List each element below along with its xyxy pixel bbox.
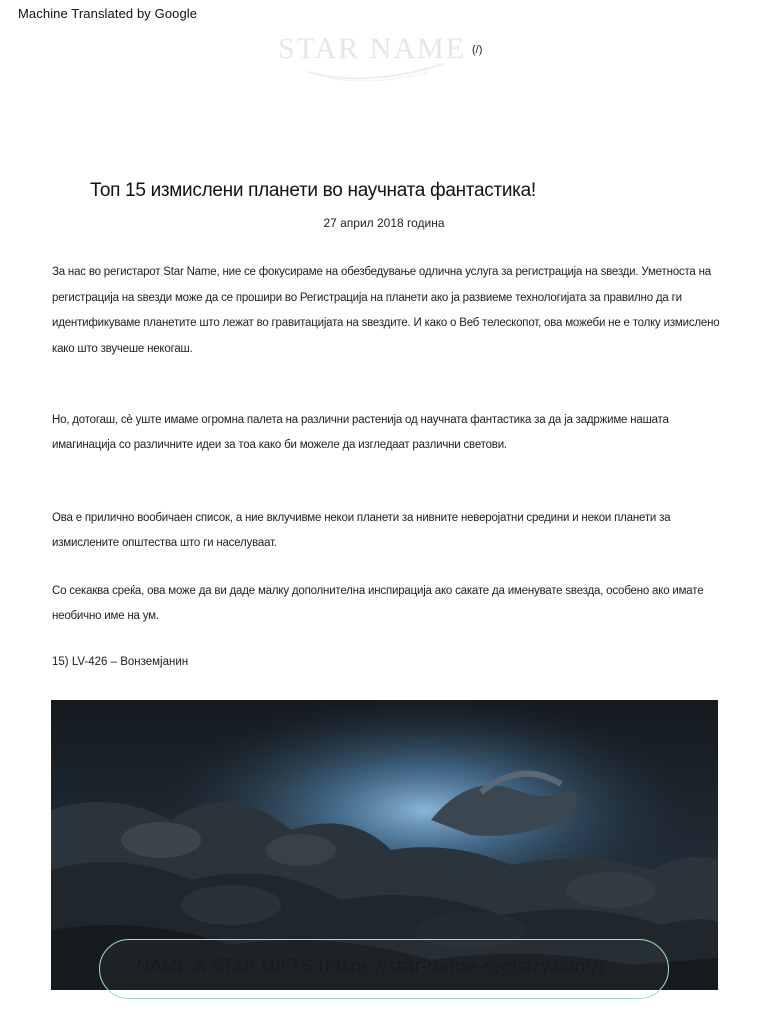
home-link[interactable]: (/) <box>472 44 483 56</box>
logo-text: STAR NAME <box>278 32 467 65</box>
machine-translated-banner: Machine Translated by Google <box>18 6 198 21</box>
article-paragraph: За нас во регистарот Star Name, ние се фокусираме на обезбедување одлична услуга за регистрација на ѕвезди. Уметноста на регистрација на ѕвезди може да се прошири во Регистрација на планети ако ја развиеме технологијата за правилно да ги идентификуваме планетите што лежат во гравитацијата на ѕвездите. И како о Веб телескопот, ова можеби не е толку измислено како што звучеше некогаш. <box>52 266 720 355</box>
section-heading: 15) LV-426 – Вонземјанин <box>52 656 189 668</box>
article-paragraph: Но, дотогаш, сè уште имаме огромна палета на различни растенија од научната фантастика за да ја задржиме нашата имагинација со различните идеи за тоа како би можеле да изгледаат различни светови. <box>52 414 669 451</box>
article-title: Топ 15 измислени планети во научната фантастика! <box>90 180 536 201</box>
site-logo[interactable] <box>268 28 468 88</box>
name-a-star-gifts-button[interactable] <box>99 939 669 999</box>
article-paragraph: Ова е прилично вообичаен список, а ние вклучивме некои планети за нивните неверојатни средини и некои планети за измислените општества што ги населуваат. <box>52 512 671 549</box>
article-paragraph: Со секаква среќа, ова може да ви даде малку дополнителна инспирација ако сакате да именувате ѕвезда, особено ако имате необично име на ум. <box>52 585 704 622</box>
article-date: 27 април 2018 година <box>323 216 445 230</box>
gift-button-label: NAME A STAR GIFTS (https://star-name-registry.com/) <box>136 956 605 977</box>
